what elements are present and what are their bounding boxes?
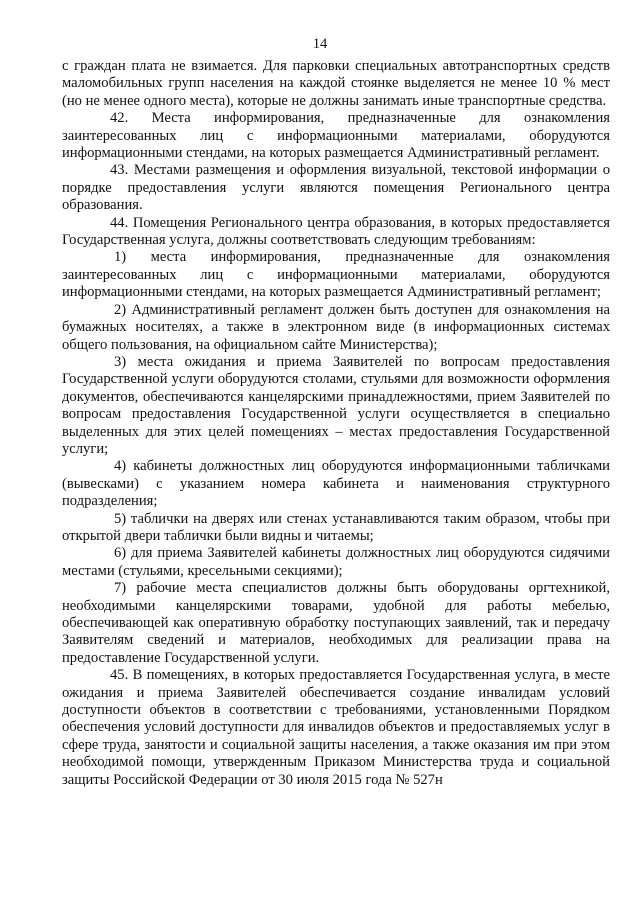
- document-body: [62, 58, 610, 789]
- list-item-7: 7) рабочие места специалистов должны быть оборудованы оргтехникой, необходимыми канцелярскими товарами, удобной для работы мебелью, обеспечивающей как оперативную обработку поступающих заявлений, так и передачу Заявителям сведений и материалов, необходимых для реализации права на предоставление Государственной услуги.: [62, 580, 610, 666]
- paragraph-44: 44. Помещения Регионального центра образования, в которых предоставляется Государственная услуга, должны соответствовать следующим требованиям:: [62, 214, 610, 249]
- paragraph-43: 43. Местами размещения и оформления визуальной, текстовой информации о порядке предоставления услуги являются помещения Регионального центра образования.: [62, 162, 610, 214]
- paragraph-continuation: с граждан плата не взимается. Для парковки специальных автотранспортных средств маломобильных групп населения на каждой стоянке выделяется не менее 10 % мест (но не менее одного места), которые не должны занимать иные транспортные средства.: [62, 58, 610, 109]
- list-item-2: 2) Административный регламент должен быть доступен для ознакомления на бумажных носителях, а также в электронном виде (в информационных системах общего пользования, на официальном сайте Министерства);: [62, 301, 610, 353]
- list-item-6: 6) для приема Заявителей кабинеты должностных лиц оборудуются сидячими местами (стульями, кресельными секциями);: [62, 545, 610, 579]
- list-item-4: 4) кабинеты должностных лиц оборудуются информационными табличками (вывесками) с указанием номера кабинета и наименования структурного подразделения;: [62, 458, 610, 510]
- list-item-5: 5) таблички на дверях или стенах устанавливаются таким образом, чтобы при открытой двери таблички были видны и читаемы;: [62, 510, 610, 544]
- list-item-3: 3) места ожидания и приема Заявителей по вопросам предоставления Государственной услуги оборудуются столами, стульями для возможности оформления документов, обеспечиваются канцелярскими принадлежностями, прием Заявителей по вопросам предоставления Государственной услуги осуществляется в специально выделенных для этих целей помещениях – местах предоставления Государственной услуги;: [62, 353, 610, 457]
- page-number: 14: [312, 36, 328, 52]
- list-item-1: 1) места информирования, предназначенные для ознакомления заинтересованных лиц с информационными материалами, оборудуются информационными стендами, на которых размещается Административный регламент;: [62, 249, 610, 301]
- paragraph-45: 45. В помещениях, в которых предоставляется Государственная услуга, в месте ожидания и приема Заявителей обеспечивается создание инвалидам условий доступности объектов в соответствии с требованиями, установленными Порядком обеспечения условий доступности для инвалидов объектов и предоставляемых услуг в сфере труда, занятости и социальной защиты населения, а также оказания им при этом необходимой помощи, утвержденным Приказом Министерства труда и социальной защиты Российской Федерации от 30 июля 2015 года № 527н: [62, 667, 610, 788]
- paragraph-42: 42. Места информирования, предназначенные для ознакомления заинтересованных лиц с информационными материалами, оборудуются информационными стендами, на которых размещается Административный регламент.: [62, 110, 610, 162]
